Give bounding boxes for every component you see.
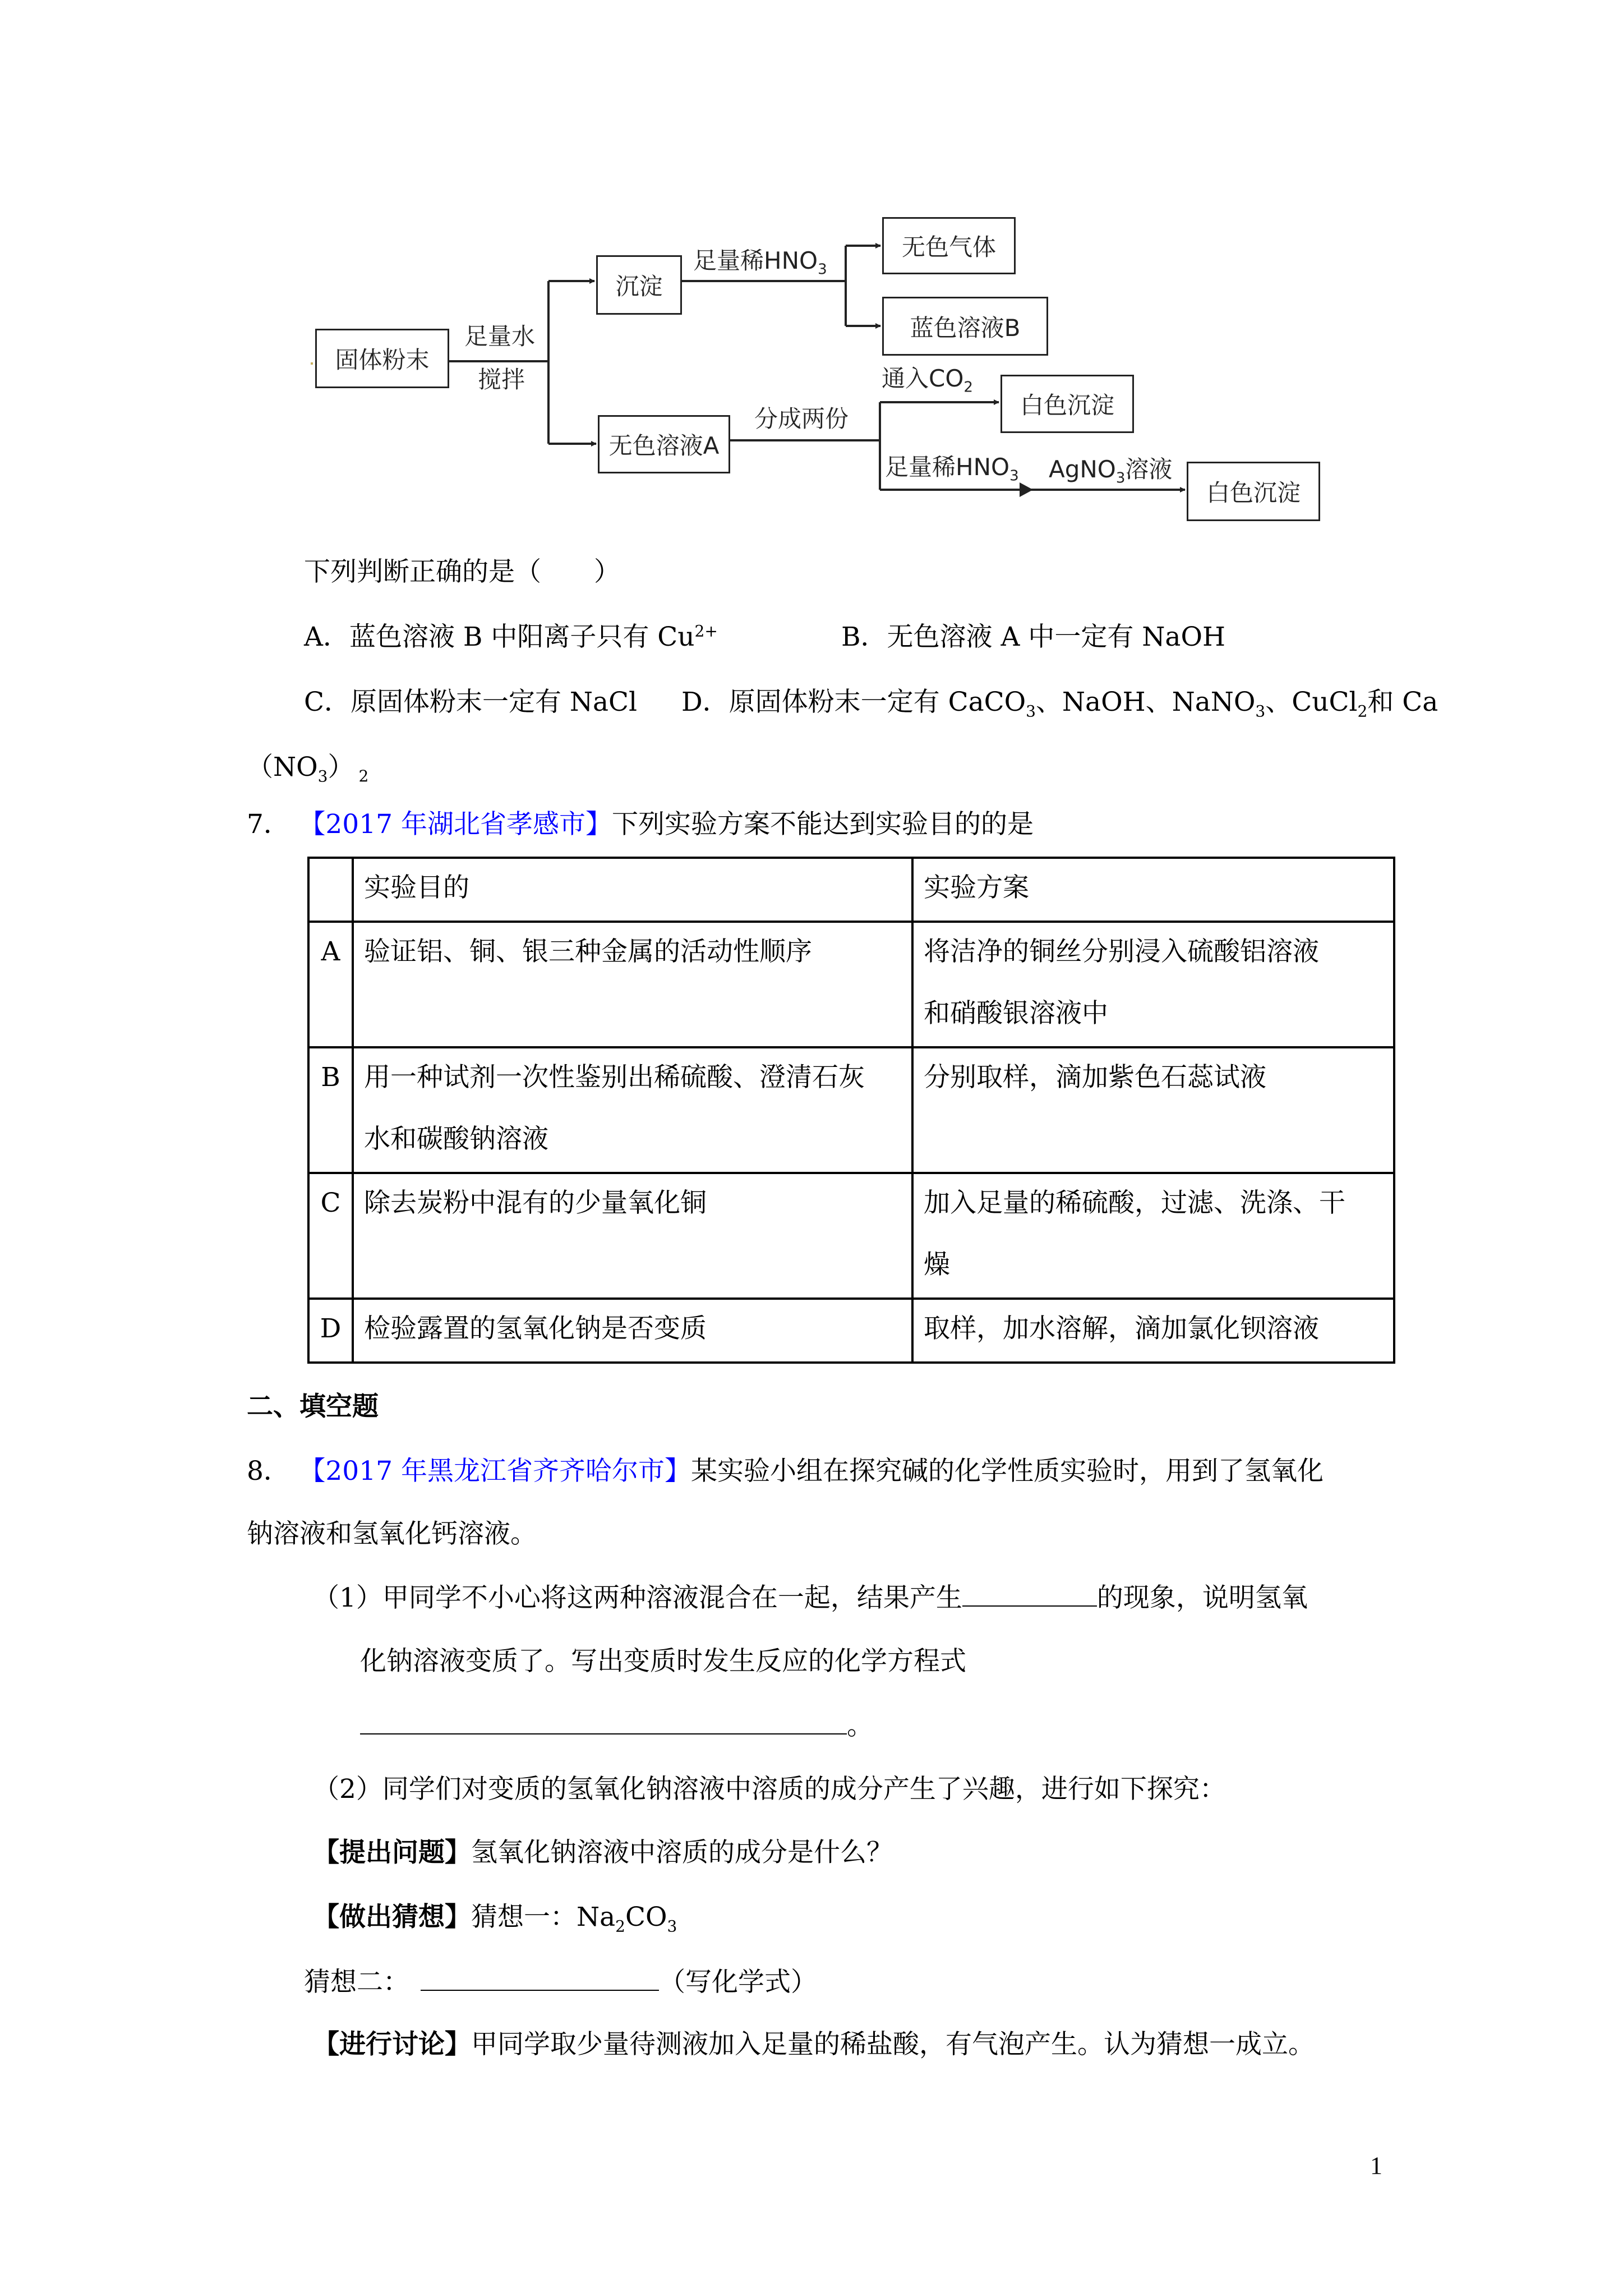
source-tag[interactable]: 【2017 年黑龙江省齐齐哈尔市】 (312, 1456, 691, 1487)
table-row (308, 1299, 1394, 1363)
question7-line (247, 808, 1034, 841)
row-key: C (308, 1173, 353, 1299)
answer-blank-equation[interactable] (360, 1709, 847, 1734)
option-d-text: 和 Ca (1367, 687, 1438, 717)
edge-label-hno3-2 (885, 453, 1019, 485)
subscript: 2 (615, 1917, 625, 1936)
row-plan: 分别取样，滴加紫色石蕊试液 (912, 1047, 1394, 1173)
question6-option-a (304, 620, 718, 654)
period: 。 (847, 1710, 873, 1741)
row-purpose: 除去炭粉中混有的少量氧化铜 (353, 1173, 912, 1299)
option-d-text: （NO (247, 752, 318, 783)
option-d-text: 、CuCl (1265, 687, 1358, 717)
table-row (308, 922, 1394, 1047)
section-heading: 二、填空题 (247, 1391, 379, 1422)
option-d-text: 、NaOH、NaNO (1035, 687, 1256, 717)
question8-line2: 钠溶液和氢氧化钙溶液。 (247, 1519, 537, 1549)
question6-option-d-continued (247, 751, 368, 784)
edge-label-hno3-1 (693, 247, 827, 278)
edge-label-agno3 (1049, 455, 1173, 487)
answer-blank-hypothesis-two[interactable] (421, 1965, 659, 1991)
node-colorless-gas: 无色气体 (882, 217, 1016, 274)
question-text: 甲同学取少量待测液加入足量的稀盐酸，有气泡产生。认为猜想一成立。 (471, 2029, 1315, 2060)
question8-discussion-line (313, 2028, 1315, 2062)
row-purpose: 检验露置的氢氧化钠是否变质 (353, 1299, 912, 1363)
subscript: 3 (1009, 467, 1019, 485)
mid-arrowhead (1020, 482, 1033, 497)
question6-prompt: 下列判断正确的是（ ） (304, 556, 620, 587)
node-colorless-solution-a: 无色溶液A (598, 415, 730, 473)
table-row (308, 1047, 1394, 1173)
question8-part2-line: （2）同学们对变质的氢氧化钠溶液中溶质的成分产生了兴趣，进行如下探究： (313, 1774, 1226, 1805)
question-text: 的现象，说明氢氧 (1096, 1582, 1308, 1613)
row-plan: 加入足量的稀硫酸，过滤、洗涤、干 燥 (912, 1173, 1394, 1299)
table-header-cell: 实验方案 (912, 858, 1394, 922)
question6-option-d (681, 685, 1438, 719)
label-discussion: 【进行讨论】 (313, 2029, 471, 2060)
hypothesis-two-label: 猜想二： (304, 1967, 409, 1998)
question8-hypothesis-line (313, 1901, 677, 1934)
row-plan: 将洁净的铜丝分别浸入硫酸铝溶液 和硝酸银溶液中 (912, 922, 1394, 1047)
edge-label-hno3-1-text: 足量稀HNO (693, 247, 818, 274)
question8-hypothesis2-line (304, 1965, 817, 1999)
question8-part1-line2: 化钠溶液变质了。写出变质时发生反应的化学方程式 (360, 1646, 966, 1677)
question-text: （1）甲同学不小心将这两种溶液混合在一起，结果产生 (313, 1582, 962, 1613)
flowchart-diagram (0, 0, 1623, 561)
row-purpose: 用一种试剂一次性鉴别出稀硫酸、澄清石灰 水和碳酸钠溶液 (353, 1047, 912, 1173)
subscript: 3 (1115, 470, 1126, 487)
label-ask: 【提出问题】 (313, 1837, 471, 1868)
answer-blank-phenomenon[interactable] (962, 1581, 1097, 1607)
option-a-text: A．蓝色溶液 B 中阳离子只有 Cu (304, 622, 695, 652)
subscript: 3 (1255, 702, 1266, 721)
experiment-table (307, 857, 1395, 1364)
row-purpose: 验证铝、铜、银三种金属的活动性顺序 (353, 922, 912, 1047)
question8-line1 (247, 1455, 1324, 1488)
question-text: 某实验小组在探究碱的化学性质实验时，用到了氢氧化 (690, 1456, 1324, 1487)
hypothesis-one: 猜想一：Na (471, 1902, 616, 1932)
flowchart-connectors (0, 0, 1623, 561)
subscript: 3 (818, 261, 827, 278)
question-number: 7． (247, 809, 290, 840)
subscript: 3 (1026, 702, 1036, 721)
question8-ask-line (313, 1836, 893, 1870)
question-prompt: 下列实验方案不能达到实验目的的是 (611, 809, 1034, 840)
question-number: 8． (247, 1456, 290, 1487)
question8-part1-line3 (360, 1709, 873, 1742)
row-key: B (308, 1047, 353, 1173)
edge-label-stir: 搅拌 (478, 366, 525, 393)
subscript: 2 (963, 379, 973, 396)
option-d-text: ） (328, 752, 354, 783)
edge-label-agno3-suffix: 溶液 (1125, 455, 1173, 483)
node-precipitate: 沉淀 (596, 255, 682, 315)
hypothesis-one: CO (625, 1902, 667, 1932)
table-row (308, 1173, 1394, 1299)
node-white-precipitate-1: 白色沉淀 (1000, 375, 1134, 433)
row-key: D (308, 1299, 353, 1363)
question-text: 氢氧化钠溶液中溶质的成分是什么？ (471, 1837, 893, 1868)
subscript: 2 (358, 767, 369, 786)
edge-label-co2 (882, 365, 973, 396)
edge-label-split: 分成两份 (754, 405, 849, 432)
edge-label-agno3-text: AgNO (1049, 455, 1116, 483)
label-hypothesis: 【做出猜想】 (313, 1902, 471, 1932)
edge-label-water: 足量水 (464, 323, 536, 350)
row-plan: 取样，加水溶解，滴加氯化钡溶液 (912, 1299, 1394, 1363)
source-tag[interactable]: 【2017 年湖北省孝感市】 (312, 809, 612, 840)
question6-option-b: B．无色溶液 A 中一定有 NaOH (841, 622, 1225, 652)
edge-label-co2-text: 通入CO (882, 365, 964, 392)
subscript: 3 (667, 1917, 677, 1936)
superscript: 2+ (694, 622, 718, 641)
node-white-precipitate-2: 白色沉淀 (1187, 462, 1320, 521)
table-header-row (308, 858, 1394, 922)
edge-label-hno3-2-text: 足量稀HNO (885, 453, 1010, 481)
table-header-cell: 实验目的 (353, 858, 912, 922)
stray-mark (311, 362, 313, 365)
subscript: 2 (1357, 702, 1368, 721)
page-number: 1 (1370, 2152, 1382, 2179)
option-d-text: D．原固体粉末一定有 CaCO (681, 687, 1026, 717)
table-header-cell (308, 858, 353, 922)
node-blue-solution-b: 蓝色溶液B (882, 297, 1048, 356)
question8-part1-line1 (313, 1581, 1308, 1614)
row-key: A (308, 922, 353, 1047)
question6-option-c: C．原固体粉末一定有 NaCl (304, 687, 638, 717)
node-solid-powder: 固体粉末 (315, 329, 449, 388)
hypothesis-two-hint: （写化学式） (659, 1967, 817, 1998)
subscript: 3 (317, 767, 328, 786)
